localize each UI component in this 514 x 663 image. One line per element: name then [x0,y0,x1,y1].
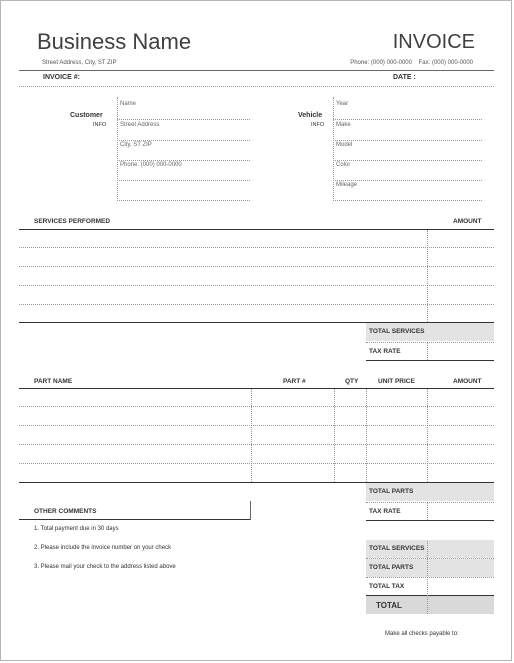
comments-rule [19,519,250,520]
parts-divider-2 [334,389,335,482]
customer-line [117,200,250,201]
phone-label: Phone: [350,60,370,66]
vehicle-color-field[interactable]: Color [336,162,351,168]
services-total-line [366,342,494,343]
customer-title: Customer [70,112,103,119]
vehicle-year-field[interactable]: Year [336,101,349,107]
date-label: DATE : [393,74,416,81]
comment-line: 3. Please mail your check to the address listed above [34,564,176,570]
business-name: Business Name [37,29,192,54]
customer-line [117,180,250,181]
services-header-rule [19,229,494,230]
parts-header-rule [19,388,494,389]
parts-tax-rule [366,520,494,521]
payable-note: Make all checks payable to: [385,631,459,637]
business-address: Street Address, City, ST ZIP [42,60,117,66]
parts-col-unit-price: UNIT PRICE [378,378,415,385]
vehicle-line [333,140,482,141]
comment-line: 1. Total payment due in 30 days [34,526,119,532]
vehicle-mileage-field[interactable]: Mileage [336,182,358,188]
contact-line [350,60,473,66]
parts-tax-label: TAX RATE [369,508,401,515]
customer-street-field[interactable]: Street Address [120,122,160,128]
service-row[interactable] [19,304,494,305]
comments-rule-tick [250,501,251,520]
services-amount-header: AMOUNT [453,218,482,225]
services-tax-label: TAX RATE [369,348,401,355]
invoice-row-divider [19,86,494,87]
parts-total-line [366,502,494,503]
part-row[interactable] [19,463,494,464]
vehicle-line [333,200,482,201]
parts-col-number: PART # [283,378,306,385]
service-row[interactable] [19,266,494,267]
customer-city-field[interactable]: City, ST ZIP [120,142,152,148]
customer-phone-field[interactable]: Phone: (000) 000-0000 [120,162,182,168]
service-row[interactable] [19,247,494,248]
vehicle-line [333,119,482,120]
vehicle-box-left [333,97,334,201]
parts-col-name: PART NAME [34,378,73,385]
services-tax-rule [366,360,494,361]
parts-col-qty: QTY [345,378,359,385]
parts-divider-1 [251,389,252,482]
vehicle-line [333,160,482,161]
services-header: SERVICES PERFORMED [34,218,111,225]
vehicle-make-field[interactable]: Make [336,122,351,128]
customer-box-left [117,97,118,201]
header-divider [19,70,494,71]
invoice-title: INVOICE [392,31,475,53]
services-amount-divider [427,230,428,322]
customer-line [117,160,250,161]
customer-name-field[interactable]: Name [120,101,137,107]
service-row[interactable] [19,285,494,286]
parts-divider-4 [427,389,428,482]
services-tax-divider [427,342,428,360]
vehicle-subtitle: INFO [311,122,325,128]
part-row[interactable] [19,444,494,445]
services-total-label: TOTAL SERVICES [369,328,425,335]
vehicle-line [333,180,482,181]
customer-line [117,119,250,120]
summary-total-parts: TOTAL PARTS [369,564,414,571]
summary-line [366,577,494,578]
fax-label: Fax: [418,60,431,66]
part-row[interactable] [19,406,494,407]
part-row[interactable] [19,425,494,426]
fax-value: (000) 000-0000 [431,60,473,66]
phone-value: (000) 000-0000 [370,60,412,66]
customer-line [117,140,250,141]
comment-line: 2. Please include the invoice number on your check [34,545,172,551]
vehicle-title: Vehicle [298,112,323,119]
parts-total-label: TOTAL PARTS [369,488,414,495]
customer-subtitle: INFO [93,122,107,128]
vehicle-model-field[interactable]: Model [336,142,353,148]
parts-tax-divider [427,502,428,520]
comments-header: OTHER COMMENTS [34,508,97,515]
grand-total-label: TOTAL [376,601,402,610]
summary-divider [427,541,428,614]
invoice-number-label: INVOICE #: [43,74,80,81]
parts-divider-3 [366,389,367,482]
summary-total-tax: TOTAL TAX [369,583,405,590]
parts-col-amount: AMOUNT [453,378,482,385]
summary-total-services: TOTAL SERVICES [369,545,425,552]
